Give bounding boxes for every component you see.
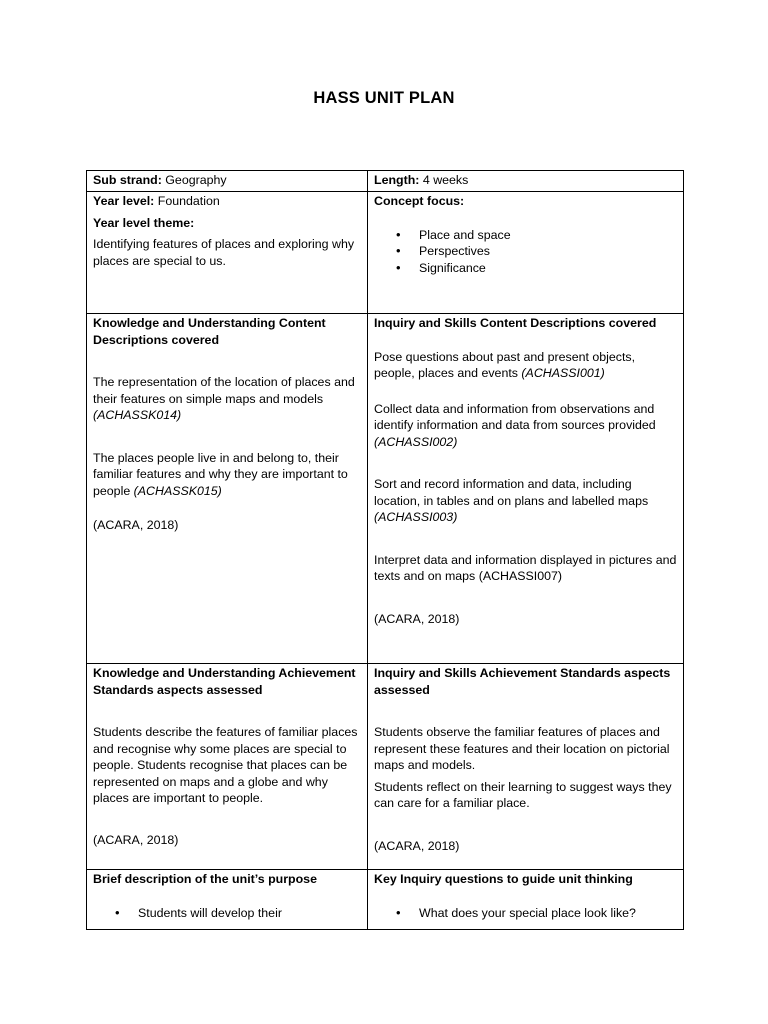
table-row — [87, 664, 684, 870]
citation: (ACARA, 2018) — [374, 611, 460, 626]
list-item: • Perspectives — [419, 243, 679, 260]
is-achievement-text: Students reflect on their learning to suggest ways they can care for a familiar place. — [374, 779, 672, 810]
citation: (ACARA, 2018) — [93, 518, 179, 532]
table-row — [87, 870, 684, 930]
ku-content-heading: Knowledge and Understanding Content Descriptions covered — [93, 316, 326, 347]
is-content-item: Collect data and information from observations and identify information and data from sources provided (ACHASSI002) — [374, 401, 656, 449]
table-row — [87, 171, 684, 192]
ku-achievement-heading: Knowledge and Understanding Achievement Standards aspects assessed — [93, 666, 356, 697]
is-content-heading: Inquiry and Skills Content Descriptions covered — [374, 316, 657, 330]
year-level-label: Year level: — [93, 194, 155, 208]
citation: (ACARA, 2018) — [93, 832, 179, 847]
is-content-descriptions-cell — [368, 314, 684, 664]
is-content-item: Sort and record information and data, including location, in tables and on plans and labelled maps (ACHASSI003) — [374, 477, 649, 524]
is-content-item: Pose questions about past and present objects, people, places and events (ACHASSI001) — [374, 349, 636, 380]
is-achievement-heading: Inquiry and Skills Achievement Standards aspects assessed — [374, 666, 671, 697]
length-label: Length: — [374, 173, 420, 187]
year-level-theme-text: Identifying features of places and exploring why places are special to us. — [93, 237, 355, 268]
ku-achievement-cell — [87, 664, 368, 870]
ku-achievement-text: Students describe the features of familiar places and recognise why some places are special to people. Students recognise that places can be represented on maps and a globe and why places are important to people. — [93, 725, 358, 805]
citation: (ACARA, 2018) — [374, 838, 460, 853]
table-row — [87, 314, 684, 664]
length-cell — [368, 171, 684, 192]
unit-purpose-cell — [87, 870, 368, 930]
year-level-cell — [87, 192, 368, 314]
sub-strand-label: Sub strand: — [93, 173, 162, 187]
list-item: • Students will develop their — [138, 905, 363, 922]
year-level-value: Foundation — [154, 194, 220, 208]
is-achievement-text: Students observe the familiar features of places and represent these features and their location on pictorial maps and models. — [374, 725, 670, 772]
concept-focus-cell — [368, 192, 684, 314]
key-inquiry-heading: Key Inquiry questions to guide unit thinking — [374, 872, 633, 886]
is-content-item: Interpret data and information displayed in pictures and texts and on maps (ACHASSI007) — [374, 552, 677, 583]
list-item: • Place and space — [419, 227, 679, 244]
unit-purpose-list — [93, 905, 363, 922]
ku-content-item: The representation of the location of places and their features on simple maps and models (ACHASSK014) — [93, 375, 355, 422]
unit-plan-table — [86, 170, 684, 930]
unit-purpose-heading: Brief description of the unit’s purpose — [93, 872, 317, 886]
list-item: • What does your special place look like? — [419, 905, 679, 922]
concept-list — [374, 227, 679, 277]
ku-content-item: The places people live in and belong to, their familiar features and why they are important to people (ACHASSK015) — [93, 450, 348, 498]
sub-strand-cell — [87, 171, 368, 192]
length-value: 4 weeks — [419, 173, 469, 187]
document-title: HASS UNIT PLAN — [313, 89, 455, 107]
sub-strand-value: Geography — [161, 173, 227, 187]
ku-content-descriptions-cell — [87, 314, 368, 664]
concept-focus-label: Concept focus: — [374, 194, 465, 208]
key-inquiry-cell — [368, 870, 684, 930]
is-achievement-cell — [368, 664, 684, 870]
table-row — [87, 192, 684, 314]
list-item: • Significance — [419, 260, 679, 277]
year-level-theme-label: Year level theme: — [93, 215, 195, 230]
key-inquiry-list — [374, 905, 679, 922]
